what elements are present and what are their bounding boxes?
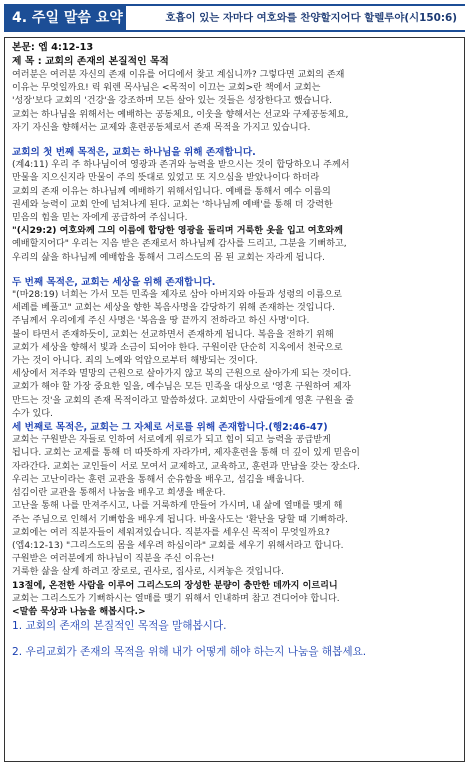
section-2-line: 주님께서 우리에게 주신 사명은 '복음을 땅 끝까지 전하라고 하신 사명'이다. bbox=[12, 316, 310, 327]
section-1-line: 우리의 삶을 하나님께 예배함을 통해서 그리스도의 몸 된 교회는 자라게 됩니다. bbox=[12, 252, 325, 263]
intro-line: '성장'보다 교회의 '건강'을 강조하며 모든 살아 있는 것들은 성장한다고 했습니다. bbox=[12, 96, 333, 107]
discussion bbox=[12, 606, 457, 660]
section-1-line: 예배할지어다" 우리는 지음 받은 존재로서 하나님께 감사를 드리고, 그분을 기뻐하고, bbox=[12, 239, 347, 250]
section-1 bbox=[12, 146, 457, 265]
section-3-heading: 세 번째로 목적은, 교회는 그 자체로 서로를 위해 존재합니다.(행2:46-47) bbox=[12, 422, 328, 434]
section-3-line: 됩니다. 교회는 교제를 통해 더 따뜻하게 자라가며, 제자훈련을 통해 더 깊이 있게 믿음이 bbox=[12, 448, 360, 459]
section-1-line: 믿음의 힘을 믿는 자에게 공급하여 주십니다. bbox=[12, 213, 188, 224]
section-tab-label: 4. 주일 말씀 요약 bbox=[4, 4, 126, 32]
section-1-line: "(시29:2) 여호와께 그의 이름에 합당한 영광을 돌리며 거룩한 옷을 입고 여호와께 bbox=[12, 226, 343, 237]
section-3-line: 교회에는 여러 직분자들이 세워져있습니다. 직분자를 세우신 목적이 무엇일까요? bbox=[12, 527, 330, 538]
sermon-title: 제 목 : 교회의 존재의 본질적인 목적 bbox=[12, 56, 169, 67]
intro-line: 이유는 무엇일까요! 릭 워렌 목사님은 <목적이 이끄는 교회>란 책에서 교회는 bbox=[12, 83, 321, 94]
section-3-line: 거룩한 삶을 살게 하려고 장로로, 권사로, 집사로, 시켜놓은 것입니다. bbox=[12, 567, 284, 578]
section-2-line: 교회가 세상을 향해서 빛과 소금이 되어야 한다. 구원이란 단순히 지옥에서 천국으로 bbox=[12, 342, 343, 353]
section-3-line: 주는 주님으로 인해서 기뻐함을 배우게 됩니다. 바울사도는 '환난을 당할 때 기뻐하라. bbox=[12, 514, 348, 525]
section-3-line: (엡4:12-13) "그리스도의 몸을 세우려 하심이라" 교회를 세우기 위해서라고 합니다. bbox=[12, 540, 344, 551]
section-3-line: 교회는 구원받은 자들로 인하여 서로에게 위로가 되고 힘이 되고 능력을 공급받게 bbox=[12, 435, 331, 446]
text-reference: 본문: 엡 4:12-13 bbox=[12, 42, 94, 53]
section-3-line: 교회는 그리스도가 기뻐하시는 열매를 맺기 위해서 인내하며 참고 견디어야 합니다. bbox=[12, 593, 340, 604]
section-3-line: 우리는 고난이라는 훈련 교관을 통해서 순유함을 배우고, 섬김을 배웁니다. bbox=[12, 474, 305, 485]
section-header bbox=[4, 4, 465, 32]
section-2-line: 수가 있다. bbox=[12, 408, 53, 419]
discussion-question-1: 1. 교회의 존재의 본질적인 목적을 말해봅시다. bbox=[12, 620, 227, 633]
section-2-line: 세상에서 저주와 멸망의 근원으로 살아가지 않고 복의 근원으로 살아가게 되는 것이다. bbox=[12, 369, 352, 380]
header-verse: 호흡이 있는 자마다 여호와를 찬양할지어다 할렐루야(시150:6) bbox=[165, 12, 457, 24]
intro-paragraph bbox=[12, 69, 457, 135]
discussion-heading: <말씀 묵상과 나눔을 해봅시다.> bbox=[12, 606, 146, 617]
section-1-line: 교회의 존재 이유는 하나님께 예배하기 위해서입니다. 예배를 통해서 예수 이름의 bbox=[12, 186, 331, 197]
intro-line: 자기 자신을 향해서는 교제와 훈련공동체로서 존재 목적을 가지고 있습니다. bbox=[12, 122, 311, 133]
section-2-line: 불이 타면서 존재하듯이, 교회는 선교하면서 존재하게 됩니다. 복음을 전하기 위해 bbox=[12, 329, 334, 340]
section-3-line: 구원받은 여러분에게 하나님이 직분을 주신 이유는! bbox=[12, 554, 215, 565]
section-1-line: (계4:11) 우리 주 하나님이여 영광과 존귀와 능력을 받으시는 것이 합당하오니 주께서 bbox=[12, 160, 350, 171]
intro-line: 여러분은 여러분 자신의 존재 이유를 어디에서 찾고 계십니까? 그렇다면 교회의 존재 bbox=[12, 70, 345, 80]
section-3 bbox=[12, 421, 457, 606]
section-1-heading: 교회의 첫 번째 목적은, 교회는 하나님을 위해 존재합니다. bbox=[12, 147, 256, 159]
section-2-line: 가는 것이 아니다. 죄의 노예와 억압으로부터 해방되는 것이다. bbox=[12, 356, 258, 367]
section-2-line: 교회가 해야 할 가장 중요한 일을, 예수님은 모든 민족을 대상으로 '영혼 구원하여 제자 bbox=[12, 382, 351, 393]
section-2-heading: 두 번째 목적은, 교회는 세상을 위해 존재합니다. bbox=[12, 276, 216, 288]
section-2-line: 세례를 베풀고" 교회는 세상을 향한 복음사명을 감당하기 위해 존재하는 것입니다. bbox=[12, 303, 335, 314]
intro-line: 교회는 하나님을 위해서는 예배하는 공동체요, 이웃을 향해서는 선교와 구제공동체요, bbox=[12, 109, 349, 120]
section-3-line: 자라간다. 교회는 교인들이 서로 모여서 교제하고, 교육하고, 훈련과 만남을 갖는 장소다. bbox=[12, 461, 360, 472]
section-3-line: 섬김이란 교관을 통해서 나눔을 배우고 희생을 배운다. bbox=[12, 488, 226, 499]
section-3-line: 고난을 통해 나를 만져주시고, 나를 거룩하게 만들어 가시며, 내 삶에 열매를 맺게 해 bbox=[12, 501, 343, 512]
section-2 bbox=[12, 276, 457, 421]
discussion-question-2: 2. 우리교회가 존재의 목적을 위해 내가 어떻게 해야 하는지 나눔을 해봅세요. bbox=[12, 646, 367, 659]
section-1-line: 만물을 지으신지라 만물이 주의 뜻대로 있었고 또 지으심을 받았나이다 하더라 bbox=[12, 173, 320, 184]
section-3-line: 13절에, 온전한 사람을 이루어 그리스도의 장성한 분량이 충만한 데까지 이르리니 bbox=[12, 580, 338, 591]
section-2-line: 만드는 것'을 교회의 존재 목적이라고 말씀하셨다. 교회만이 사람들에게 영혼 구원을 줄 bbox=[12, 395, 354, 406]
section-2-line: "(마28:19) 너희는 가서 모든 민족을 제자로 삼아 아버지와 아들과 성령의 이름으로 bbox=[12, 290, 342, 301]
section-1-line: 권세와 능력이 교회 안에 넘쳐나게 된다. 교회는 '하나님께 예배'를 통해 더 강력한 bbox=[12, 199, 333, 210]
sermon-summary-box bbox=[4, 37, 465, 762]
